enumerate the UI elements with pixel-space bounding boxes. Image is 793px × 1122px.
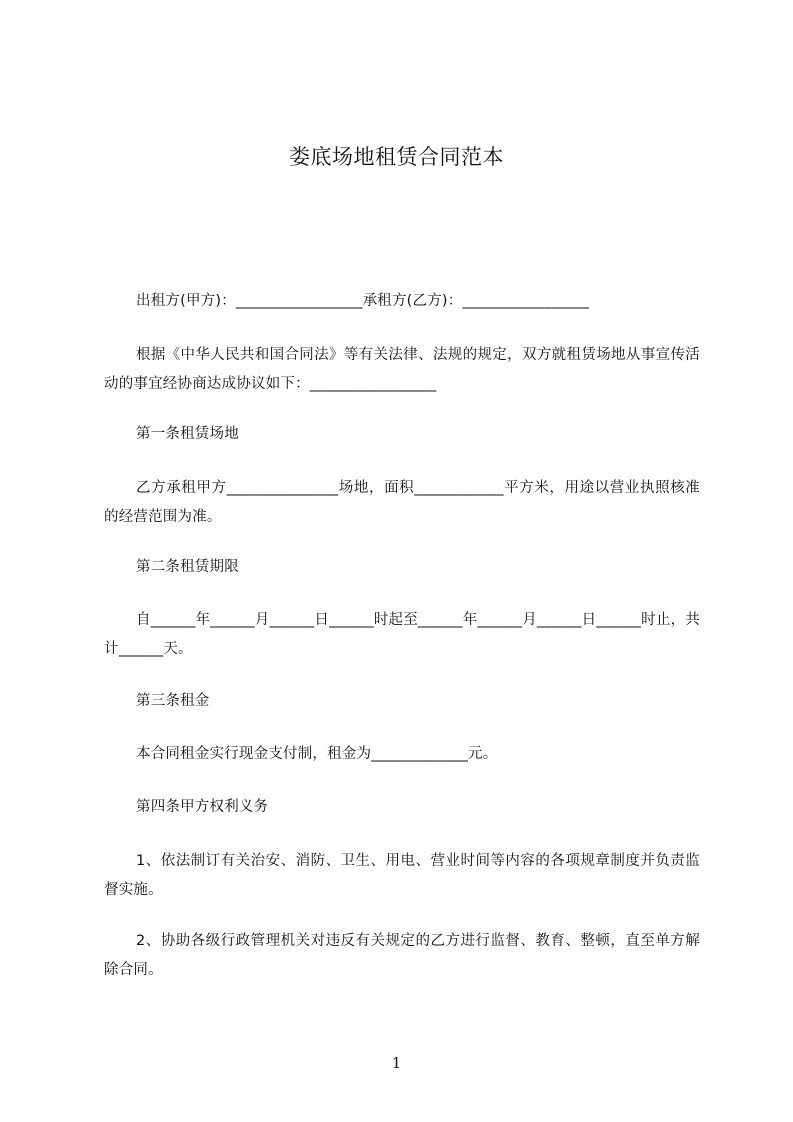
page-number: 1 xyxy=(391,1054,402,1072)
preamble-paragraph: 根据《中华人民共和国合同法》等有关法律、法规的规定，双方就租赁场地从事宣传活动的事宜经协商达成协议如下：_________________ xyxy=(104,347,700,392)
article-1-heading: 第一条租赁场地 xyxy=(136,426,239,442)
article-4-item-1: 1、依法制订有关治安、消防、卫生、用电、营业时间等内容的各项规章制度并负责监督实施。 xyxy=(104,853,700,898)
article-4-item-2: 2、协助各级行政管理机关对违反有关规定的乙方进行监督、教育、整顿，直至单方解除合同。 xyxy=(104,933,700,978)
article-3-body: 本合同租金实行现金支付制，租金为_____________元。 xyxy=(136,746,498,762)
article-2-heading: 第二条租赁期限 xyxy=(136,559,239,575)
document-title: 娄底场地租赁合同范本 xyxy=(289,145,504,169)
article-4-heading: 第四条甲方权利义务 xyxy=(136,799,269,815)
article-2-body: 自______年______月______日______时起至______年______月______日______时止，共计______天。 xyxy=(104,612,700,657)
article-3-heading: 第三条租金 xyxy=(136,693,210,709)
article-1-body: 乙方承租甲方_______________场地，面积____________平方米，用途以营业执照核准的经营范围为准。 xyxy=(104,480,700,525)
parties-line: 出租方(甲方)：_________________承租方(乙方)：_________________ xyxy=(136,293,590,309)
